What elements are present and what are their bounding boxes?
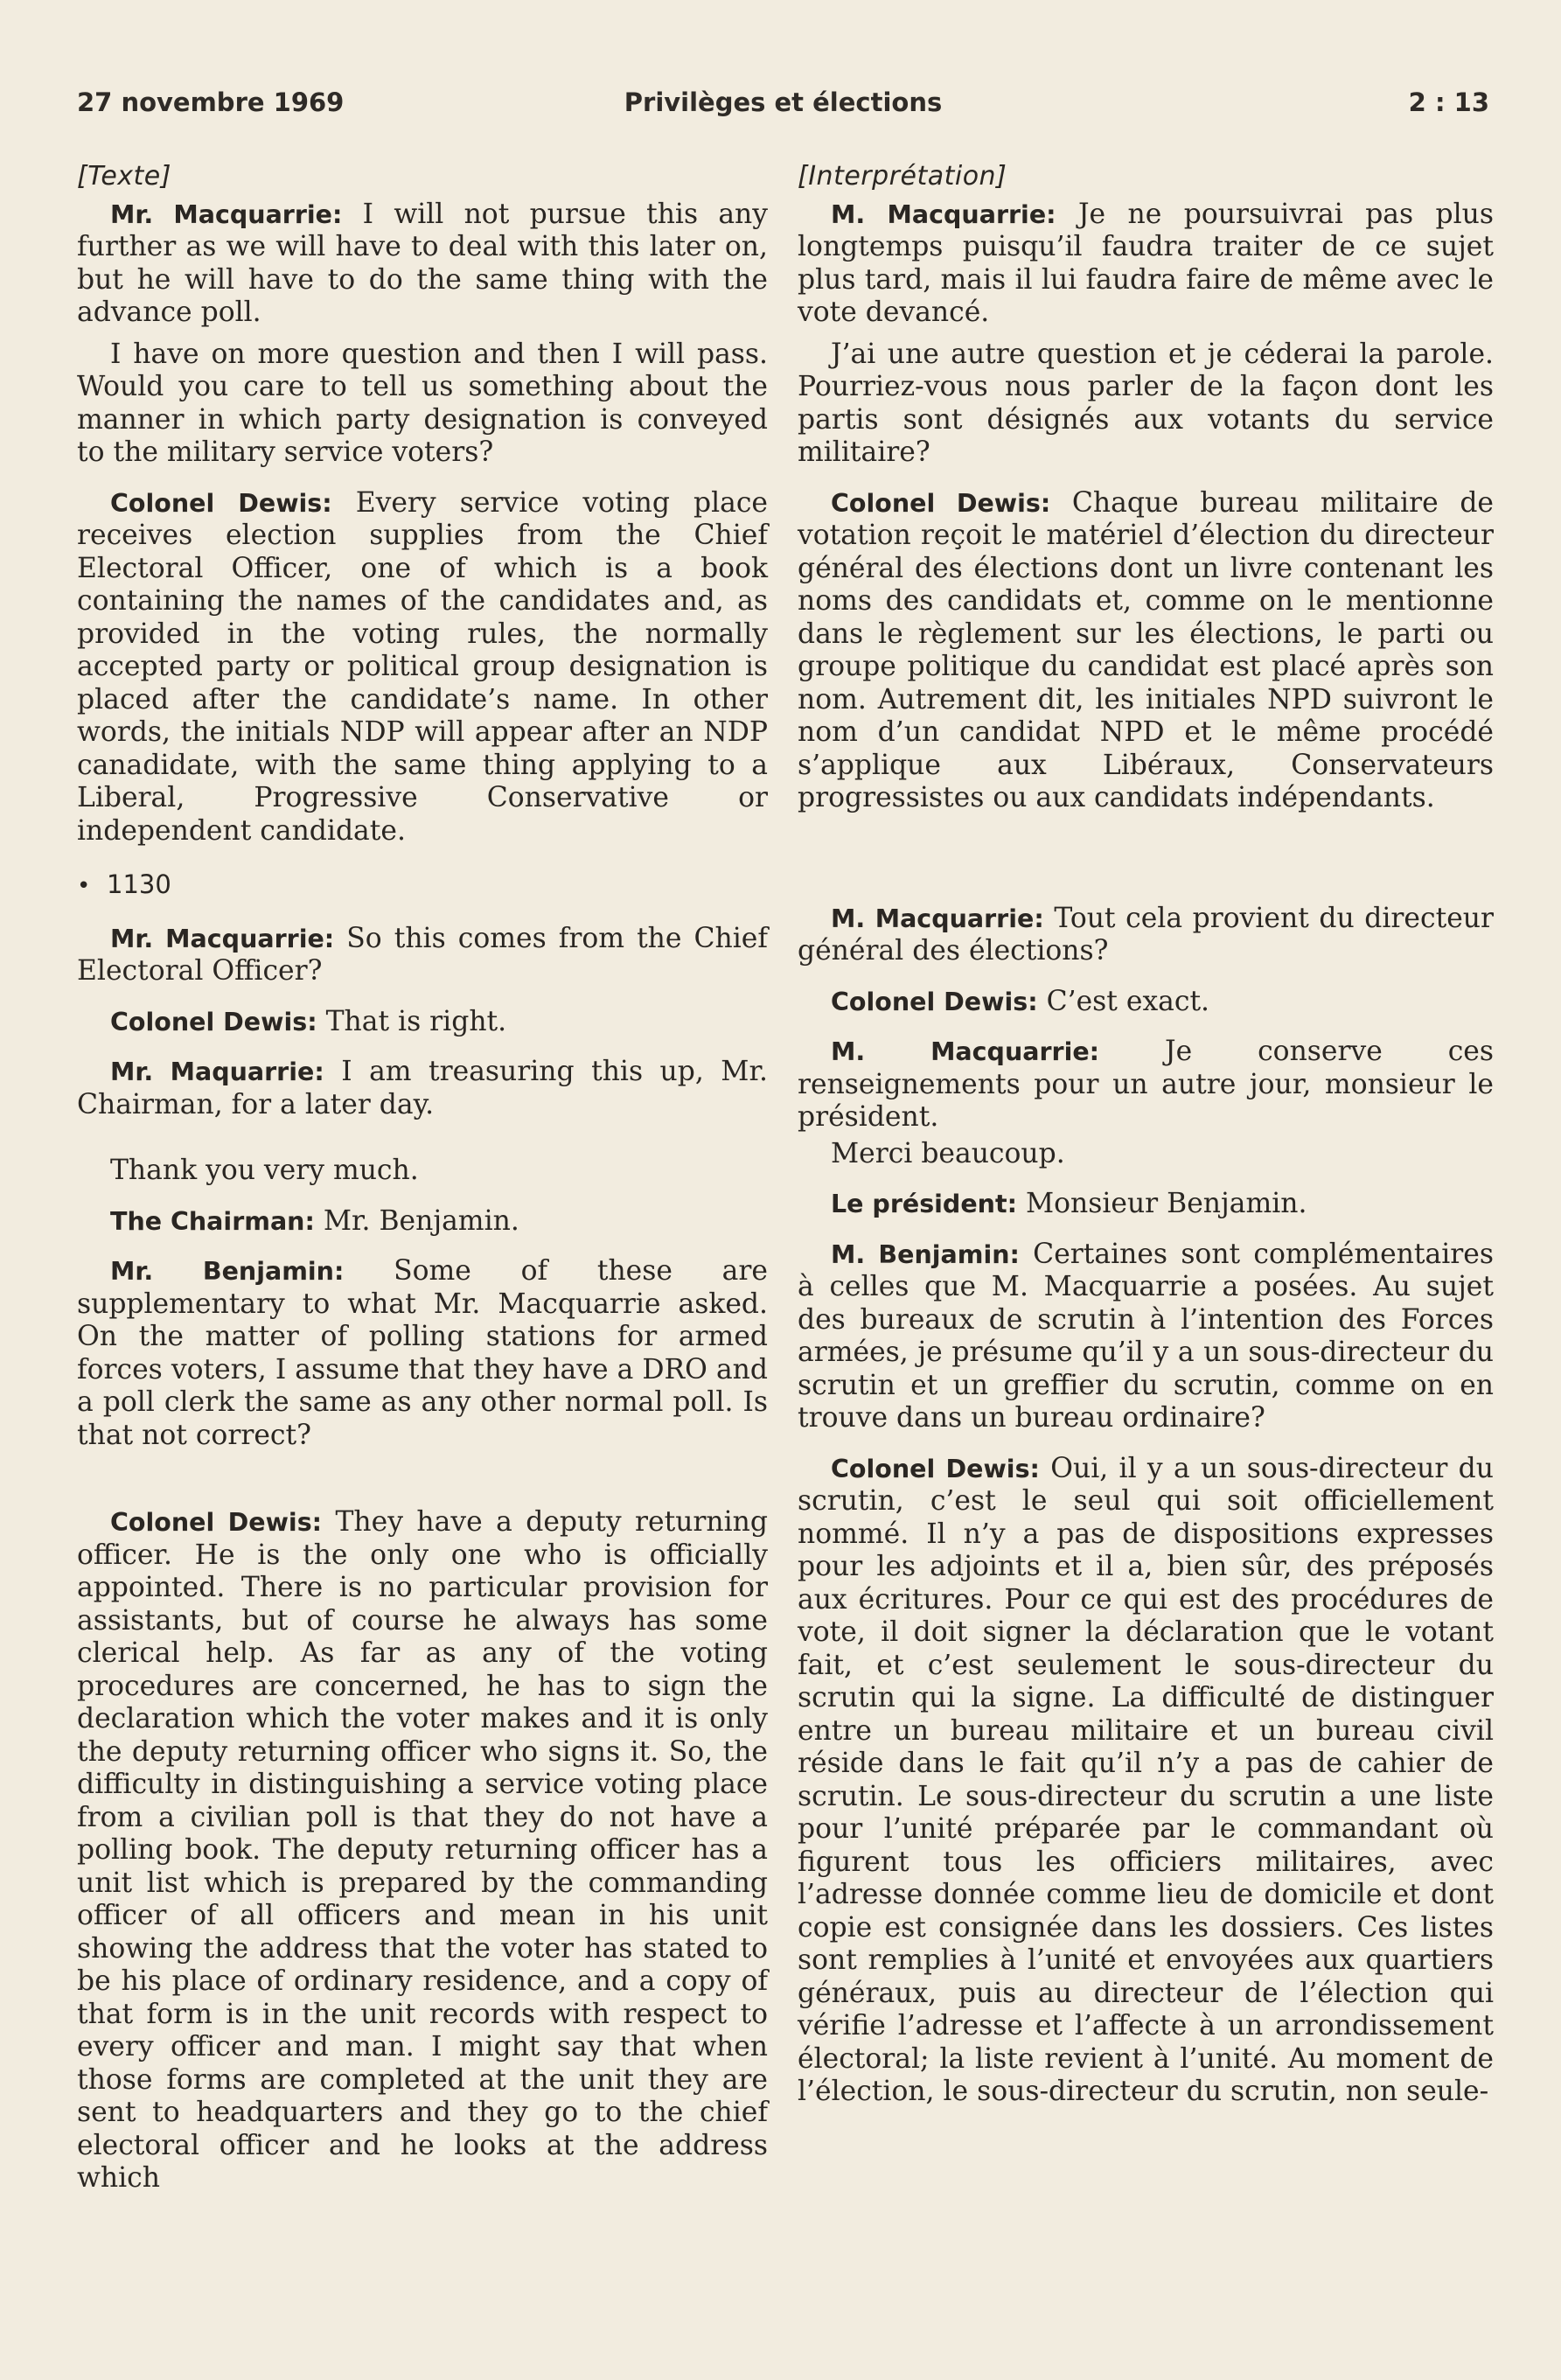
paragraph <box>77 1155 768 1188</box>
paragraph-text: J’ai une autre question et je céderai la parole. Pourriez-vous nous parler de la façon dont les partis sont désignés aux votants du service militaire? <box>798 338 1494 468</box>
paragraph-text: Je conserve ces renseignements pour un autre jour, monsieur le président. <box>798 1036 1494 1133</box>
paragraph-text: So this comes from the Chief Electoral Officer? <box>77 922 768 987</box>
paragraph <box>77 1506 768 2195</box>
language-marker: [Texte] <box>77 161 171 192</box>
paragraph <box>77 1205 768 1239</box>
time-marker <box>77 869 768 904</box>
paragraph-text: Je ne poursuivrai pas plus longtemps puisqu’il faudra traiter de ce sujet plus tard, mais il lui faudra faire de même avec le vote devancé. <box>798 198 1494 328</box>
paragraph <box>798 199 1494 330</box>
speaker-name: Mr. Macquarrie: <box>110 199 343 229</box>
bullet-icon: • <box>77 873 91 899</box>
header-title: Privilèges et élections <box>624 87 943 117</box>
speaker-name: Mr. Benjamin: <box>110 1257 345 1286</box>
speaker-name: Colonel Dewis: <box>831 987 1038 1016</box>
paragraph-text: Every service voting place receives election supplies from the Chief Electoral Officer, one of which is a book containing the names of the candidates and, as provided in the voting rules, the normally accepted party or political group designation is placed after the candidate’s name. In other words, the initials NDP will appear after an NDP canadidate, with the same thing applying to a Liberal, Progressive Conservative or independent candidate. <box>77 486 769 847</box>
speaker-name: M. Macquarrie: <box>831 904 1044 933</box>
speaker-name: M. Macquarrie: <box>831 1037 1100 1066</box>
speaker-name: Mr. Maquarrie: <box>110 1057 324 1086</box>
paragraph-text: Chaque bureau militaire de votation reçoit le matériel d’élection du directeur général des élections dont un livre contenant les noms des candidats et, comme on le mentionne dans le règlement sur les élections, le parti ou groupe politique du candidat est placé après son nom. Autrement dit, les initiales NPD suivront le nom d’un candidat NPD et le même procédé s’applique aux Libéraux, Conservateurs progressistes ou aux candidats indépendants. <box>798 486 1494 813</box>
paragraph <box>798 487 1494 815</box>
page-header <box>77 87 1489 131</box>
paragraph <box>798 1453 1494 2109</box>
paragraph <box>798 339 1494 470</box>
paragraph-text: Some of these are supplementary to what Mr. Macquarrie asked. On the matter of polling stations for armed forces voters, I assume that they have a DRO and a poll clerk the same as any other normal poll. Is that not correct? <box>77 1255 768 1451</box>
paragraph <box>798 1138 1494 1171</box>
speaker-name: Colonel Dewis: <box>110 488 332 518</box>
speaker-name: The Chairman: <box>110 1206 315 1236</box>
paragraph-text: Certaines sont complémentaires à celles que M. Macquarrie a posées. Au sujet des bureaux de scrutin à l’intention des Forces armées, je présume qu’il y a un sous-directeur du scrutin et un greffier du scrutin, comme on en trouve dans un bureau ordinaire? <box>798 1238 1494 1434</box>
paragraph <box>77 199 768 330</box>
french-column <box>798 160 1494 2294</box>
paragraph <box>798 1188 1494 1221</box>
paragraph <box>798 986 1494 1019</box>
paragraph-text: C’est exact. <box>1037 985 1210 1017</box>
paragraph-text: I will not pursue this any further as we will have to deal with this later on, but he will have to do the same thing with the advance poll. <box>77 198 768 328</box>
paragraph <box>798 1239 1494 1435</box>
paragraph <box>77 1006 768 1039</box>
speaker-name: Colonel Dewis: <box>831 1454 1040 1483</box>
english-column <box>77 160 768 2294</box>
paragraph <box>798 903 1494 968</box>
speaker-name: Mr. Macquarrie: <box>110 924 335 953</box>
paragraph <box>77 487 768 848</box>
speaker-name: M. Benjamin: <box>831 1239 1020 1269</box>
paragraph <box>798 1036 1494 1134</box>
speaker-name: M. Macquarrie: <box>831 199 1056 229</box>
time-value: 1130 <box>107 869 171 899</box>
paragraph <box>77 923 768 988</box>
paragraph <box>77 1056 768 1121</box>
paragraph-text: I am treasuring this up, Mr. Chairman, for a later day. <box>77 1056 768 1120</box>
paragraph <box>77 339 768 470</box>
speaker-name: Colonel Dewis: <box>110 1508 323 1537</box>
paragraph-text: They have a deputy returning officer. He is the only one who is officially appointed. There is no particular provision for assistants, but of course he always has some clerical help. As far as any of the voting procedures are concerned, he has to sign the declaration which the voter makes and it is only the deputy returning officer who signs it. So, the difficulty in distinguishing a service voting place from a civilian poll is that they do not have a polling book. The deputy returning officer has a unit list which is prepared by the commanding officer of all officers and mean in his unit showing the address that the voter has stated to be his place of ordinary residence, and a copy of that form is in the unit records with respect to every officer and man. I might say that when those forms are completed at the unit they are sent to headquarters and they go to the chief electoral officer and he looks at the address which <box>77 1506 768 2194</box>
paragraph-text: Mr. Benjamin. <box>314 1204 519 1237</box>
speaker-name: Colonel Dewis: <box>110 1007 317 1036</box>
paragraph-text: Thank you very much. <box>110 1155 419 1186</box>
speaker-name: Colonel Dewis: <box>831 488 1051 518</box>
header-date: 27 novembre 1969 <box>77 87 345 117</box>
paragraph-text: I have on more question and then I will pass. Would you care to tell us something about the manner in which party designation is conveyed to the military service voters? <box>77 338 768 468</box>
paragraph-text: That is right. <box>317 1005 507 1037</box>
paragraph-text: Merci beaucoup. <box>831 1137 1065 1169</box>
paragraph-text: Tout cela provient du directeur général des élections? <box>798 902 1494 967</box>
paragraph-text: Monsieur Benjamin. <box>1016 1188 1307 1219</box>
speaker-name: Le président: <box>831 1190 1017 1218</box>
language-marker: [Interprétation] <box>798 161 1007 192</box>
paragraph-text: Oui, il y a un sous-directeur du scrutin, c’est le seul qui soit officiellement nommé. Il n’y a pas de dispositions expresses pour les adjoints et il a, bien sûr, des préposés aux écritures. Pour ce qui est des procédures de vote, il doit signer la déclaration que le votant fait, et c’est seulement le sous-directeur du scrutin qui la signe. La difficulté de distinguer entre un bureau militaire et un bureau civil réside dans le fait qu’il n’y a pas de cahier de scrutin. Le sous-directeur du scrutin a une liste pour l’unité préparée par le commandant où figurent tous les officiers militaires, avec l’adresse donnée comme lieu de domicile et dont copie est consignée dans les dossiers. Ces listes sont remplies à l’unité et envoyées aux quartiers généraux, puis au directeur de l’élection qui vérifie l’adresse et l’affecte à un arrondissement électoral; la liste revient à l’unité. Au moment de l’élection, le sous-directeur du scrutin, non seule- <box>798 1452 1494 2107</box>
header-page-number: 2 : 13 <box>1408 87 1489 117</box>
paragraph <box>77 1255 768 1452</box>
